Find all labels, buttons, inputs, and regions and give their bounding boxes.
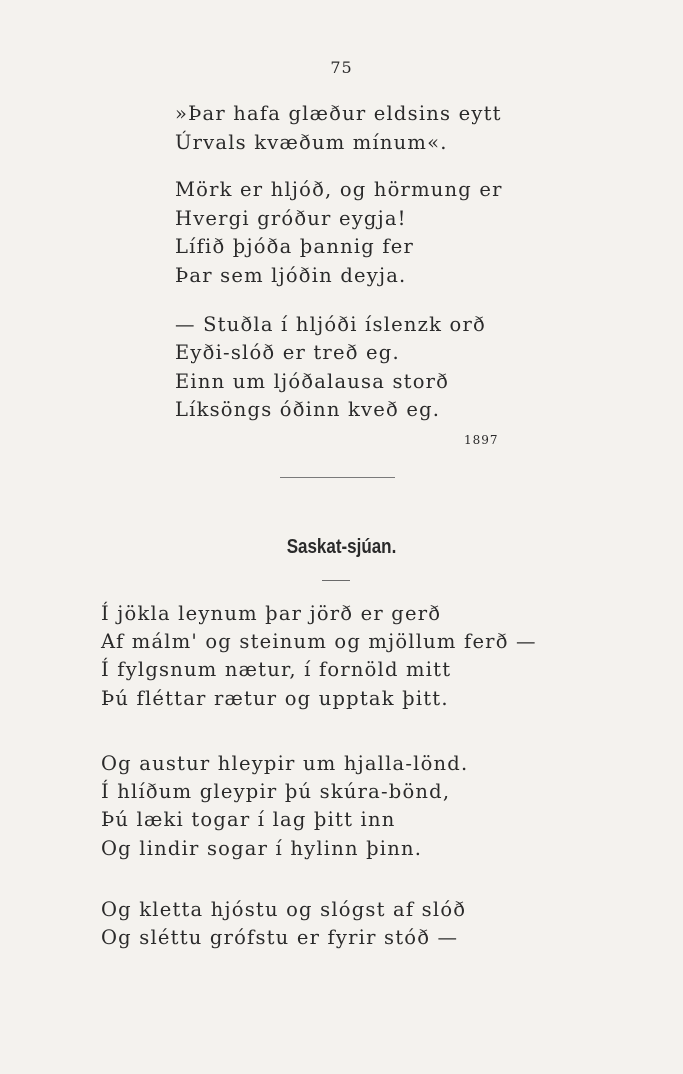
verse-line: Lífið þjóða þannig fer [175, 235, 415, 258]
verse-line: Hvergi gróður eygja! [175, 207, 407, 230]
verse-line: Og kletta hjóstu og slógst af slóð [101, 898, 467, 921]
verse-line: Í fylgsnum nætur, í fornöld mitt [101, 658, 452, 681]
verse-line: Þú læki togar í lag þitt inn [101, 808, 396, 831]
verse-line: Mörk er hljóð, og hörmung er [175, 178, 503, 201]
verse-line: Úrvals kvæðum mínum«. [175, 131, 448, 154]
verse-line: Þar sem ljóðin deyja. [175, 264, 407, 287]
title-divider [322, 580, 350, 581]
poem-year: 1897 [464, 433, 499, 447]
verse-line: »Þar hafa glæður eldsins eytt [175, 102, 502, 125]
verse-line: Þú fléttar rætur og upptak þitt. [101, 687, 449, 710]
verse-line: Og austur hleypir um hjalla-lönd. [101, 752, 469, 775]
verse-line: Einn um ljóðalausa storð [175, 370, 450, 393]
verse-line: Í hlíðum gleypir þú skúra-bönd, [101, 780, 451, 803]
verse-line: Líksöngs óðinn kveð eg. [175, 398, 441, 421]
poem-title: Saskat-sjúan. [286, 536, 397, 558]
verse-line: — Stuðla í hljóði íslenzk orð [175, 313, 486, 336]
verse-line: Og lindir sogar í hylinn þinn. [101, 837, 423, 860]
verse-line: Og sléttu grófstu er fyrir stóð — [101, 926, 459, 949]
verse-line: Eyði-slóð er treð eg. [175, 341, 400, 364]
verse-line: Í jökla leynum þar jörð er gerð [101, 602, 442, 625]
page-number: 75 [330, 58, 353, 77]
section-divider [280, 477, 395, 478]
verse-line: Af málm' og steinum og mjöllum ferð — [101, 630, 537, 653]
